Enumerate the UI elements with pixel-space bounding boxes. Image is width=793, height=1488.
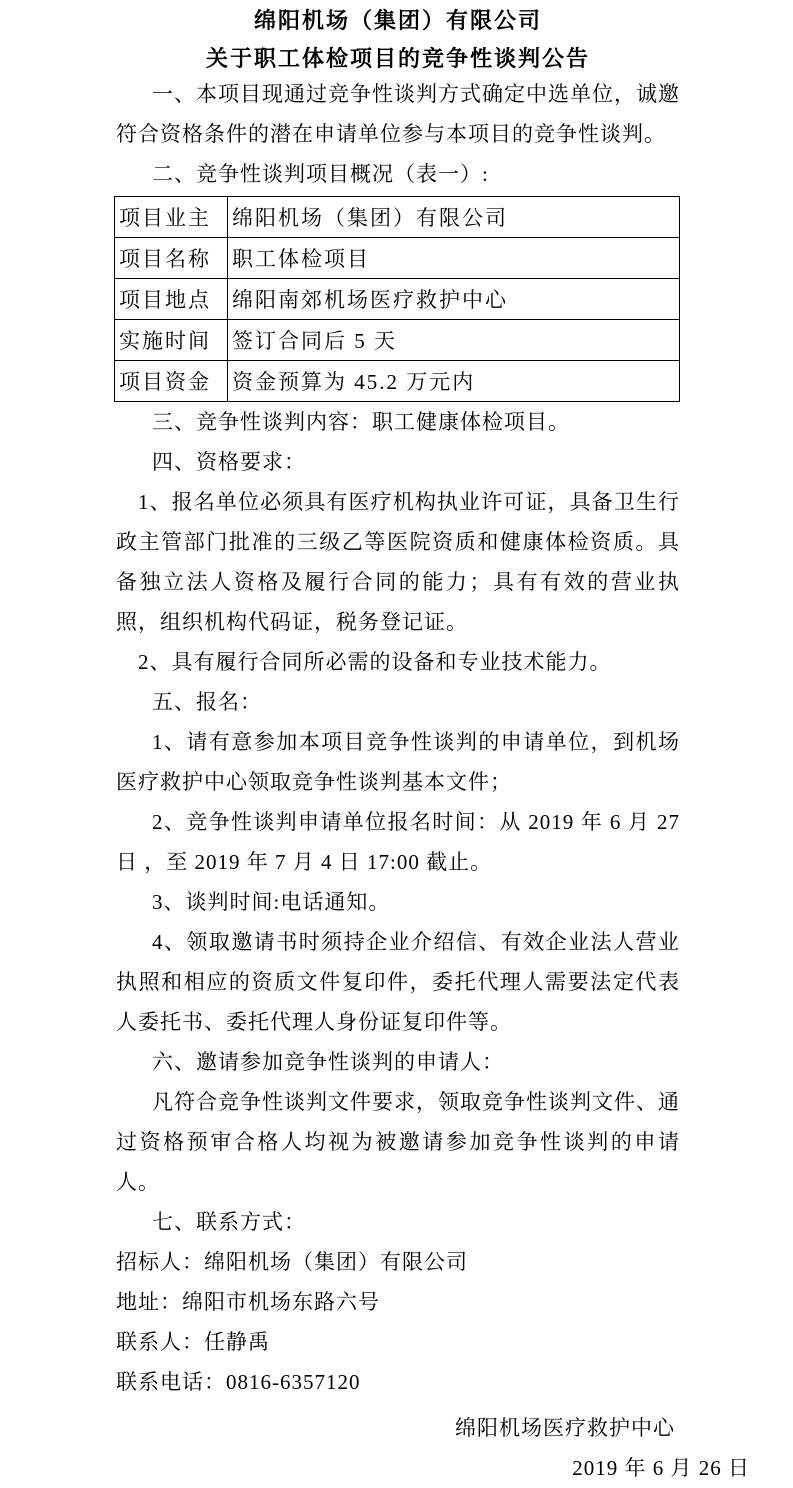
table-row [115,197,680,238]
qualification-item-2: 2、具有履行合同所必需的设备和专业技术能力。 [138,650,612,674]
section-heading-registration: 五、报名： [152,690,262,714]
registration-item-4: 4、领取邀请书时须持企业介绍信、有效企业法人营业执照和相应的资质文件复印件，委托代理人需要法定代表人委托书、委托代理人身份证复印件等。 [116,930,680,1034]
signature-block [116,1408,793,1488]
contact-person: 联系人：任静禹 [116,1330,270,1354]
contact-phone: 联系电话：0816-6357120 [116,1370,361,1394]
section-heading-qualification: 四、资格要求： [152,450,306,474]
cell-value: 绵阳南郊机场医疗救护中心 [228,279,680,320]
project-overview-table [114,196,680,402]
table-row [115,279,680,320]
document-content [116,6,680,1402]
contact-address: 地址：绵阳市机场东路六号 [116,1290,380,1314]
cell-label: 项目业主 [115,197,228,238]
registration-item-2: 2、竞争性谈判申请单位报名时间：从 2019 年 6 月 27 日 ，至 2019 年 7 月 4 日 17:00 截止。 [116,810,680,874]
cell-value: 职工体检项目 [228,238,680,279]
section-heading-overview: 二、竞争性谈判项目概况（表一）: [152,162,489,186]
table-row [115,238,680,279]
signature-organization: 绵阳机场医疗救护中心 [455,1416,675,1440]
registration-item-1: 1、请有意参加本项目竞争性谈判的申请单位，到机场医疗救护中心领取竞争性谈判基本文件； [116,730,680,794]
cell-value: 绵阳机场（集团）有限公司 [228,197,680,238]
cell-label: 实施时间 [115,320,228,361]
registration-item-3: 3、谈判时间:电话通知。 [152,890,391,914]
section-heading-invitation: 六、邀请参加竞争性谈判的申请人： [152,1050,504,1074]
signature-date: 2019 年 6 月 26 日 [572,1456,750,1480]
cell-value: 资金预算为 45.2 万元内 [228,361,680,402]
paragraph-intro: 一、本项目现通过竞争性谈判方式确定中选单位，诚邀符合资格条件的潜在申请单位参与本项目的竞争性谈判。 [116,82,680,146]
qualification-item-1: 1、报名单位必须具有医疗机构执业许可证，具备卫生行政主管部门批准的三级乙等医院资质和健康体检资质。具备独立法人资格及履行合同的能力；具有有效的营业执照，组织机构代码证，税务登记证。 [116,490,680,634]
section-heading-content: 三、竞争性谈判内容：职工健康体检项目。 [152,410,570,434]
document-title: 绵阳机场（集团）有限公司 [253,8,542,33]
table-row [115,361,680,402]
cell-label: 项目地点 [115,279,228,320]
contact-bidder: 招标人：绵阳机场（集团）有限公司 [116,1250,468,1274]
invitation-body: 凡符合竞争性谈判文件要求，领取竞争性谈判文件、通过资格预审合格人均视为被邀请参加竞争性谈判的申请人。 [116,1090,680,1194]
cell-label: 项目名称 [115,238,228,279]
cell-value: 签订合同后 5 天 [228,320,680,361]
cell-label: 项目资金 [115,361,228,402]
table-row [115,320,680,361]
section-heading-contact: 七、联系方式： [152,1210,306,1234]
document-subtitle: 关于职工体检项目的竞争性谈判公告 [205,46,590,71]
